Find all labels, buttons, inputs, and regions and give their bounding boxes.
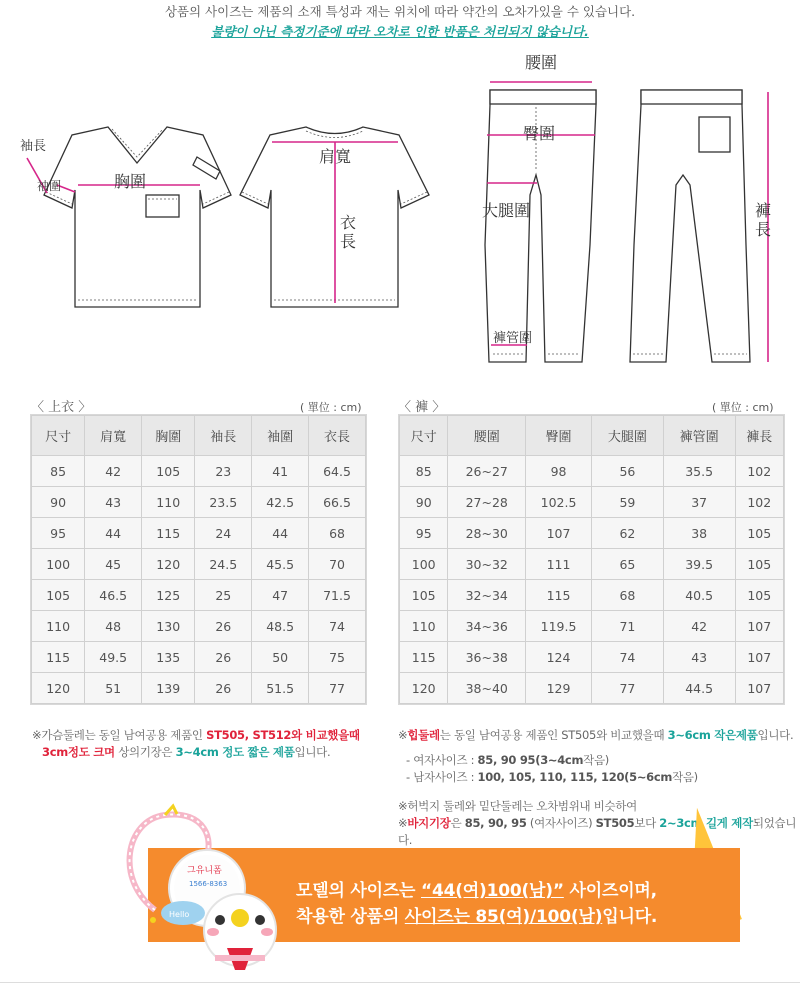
pants-table-row <box>400 549 784 580</box>
top-table-cell: 85 <box>32 456 85 487</box>
top-table-header-cell: 尺寸 <box>32 416 85 456</box>
top-table-cell: 115 <box>32 642 85 673</box>
top-table-cell: 42 <box>85 456 142 487</box>
pants-table-header-row <box>400 416 784 456</box>
pants-table-cell: 98 <box>526 456 592 487</box>
pants-table-cell: 119.5 <box>526 611 592 642</box>
top-table-cell: 50 <box>252 642 309 673</box>
top-table-cell: 77 <box>309 673 366 704</box>
male-sizes: 100, 105, 110, 115, 120(5~6cm <box>477 770 673 784</box>
pants-table-row <box>400 456 784 487</box>
pants-table-title: 〈 褲 〉 <box>398 400 446 415</box>
top-table-cell: 47 <box>252 580 309 611</box>
banner-l1-c: 사이즈이며, <box>563 881 657 901</box>
top-table-cell: 42.5 <box>252 487 309 518</box>
pants-note-smaller: 3~6cm 작은제품 <box>667 728 758 742</box>
pants-table-row <box>400 580 784 611</box>
top-table-cell: 120 <box>142 549 195 580</box>
pants-table-cell: 65 <box>592 549 664 580</box>
top-table-cell: 70 <box>309 549 366 580</box>
top-table-cell: 115 <box>142 518 195 549</box>
top-table-row <box>32 642 366 673</box>
pants-notes <box>398 727 798 849</box>
pants-table-cell: 95 <box>400 518 448 549</box>
top-table-cell: 45 <box>85 549 142 580</box>
banner-model-size: “44(여)100(남)” <box>421 881 564 901</box>
pants-table-cell: 30~32 <box>448 549 526 580</box>
notice <box>0 2 800 42</box>
top-table-header-cell: 袖圍 <box>252 416 309 456</box>
top-table-cell: 95 <box>32 518 85 549</box>
top-table-header-cell: 肩寬 <box>85 416 142 456</box>
pants-table-header-cell: 腰圍 <box>448 416 526 456</box>
label-thigh: 大腿圍 <box>482 201 531 220</box>
top-table-cell: 110 <box>142 487 195 518</box>
pants-table-body <box>400 456 784 704</box>
label-hem: 褲管圍 <box>493 331 533 346</box>
pants-note4-mark: ※ <box>398 816 408 830</box>
pants-table-row <box>400 642 784 673</box>
pants-table-header-cell: 尺寸 <box>400 416 448 456</box>
pants-table-cell: 36~38 <box>448 642 526 673</box>
top-table-cell: 25 <box>195 580 252 611</box>
pants-table-cell: 120 <box>400 673 448 704</box>
pants-table-cell: 59 <box>592 487 664 518</box>
label-hip: 臀圍 <box>523 124 556 143</box>
pants-table-header-cell: 褲管圍 <box>663 416 735 456</box>
label-sleeve-circ: 袖圍 <box>37 179 62 193</box>
top-table-cell: 46.5 <box>85 580 142 611</box>
label-length-pants-1: 褲 <box>755 201 772 220</box>
top-table-header-row <box>32 416 366 456</box>
top-table-cell: 26 <box>195 642 252 673</box>
top-table-cell: 75 <box>309 642 366 673</box>
pants-table-cell: 38 <box>663 518 735 549</box>
banner-l1-a: 모델의 사이즈는 <box>296 881 421 901</box>
top-note-line-2 <box>32 744 382 761</box>
pants-table-cell: 32~34 <box>448 580 526 611</box>
pants-table-cell: 44.5 <box>663 673 735 704</box>
pants-table-cell: 105 <box>735 580 783 611</box>
pants-table-cell: 105 <box>735 518 783 549</box>
pants-note4-product: ST505 <box>595 816 635 830</box>
pants-table-cell: 42 <box>663 611 735 642</box>
pants-table-cell: 26~27 <box>448 456 526 487</box>
notice-line-1: 상품의 사이즈는 제품의 소재 특성과 재는 위치에 따라 약간의 오차가있을 수 있습니다. <box>164 4 636 19</box>
top-note-length-label: 상의기장은 <box>114 745 176 759</box>
banner-text <box>296 878 657 930</box>
top-table-cell: 110 <box>32 611 85 642</box>
top-table-row <box>32 673 366 704</box>
pants-table-cell: 110 <box>400 611 448 642</box>
top-table-cell: 90 <box>32 487 85 518</box>
top-table-cell: 23 <box>195 456 252 487</box>
pants-table-header-cell: 臀圍 <box>526 416 592 456</box>
top-table-cell: 49.5 <box>85 642 142 673</box>
pants-table-cell: 56 <box>592 456 664 487</box>
pants-table-cell: 107 <box>735 673 783 704</box>
pants-table-cell: 34~36 <box>448 611 526 642</box>
label-length-top-2: 長 <box>340 232 357 251</box>
pants-table-header-cell: 大腿圍 <box>592 416 664 456</box>
top-table-cell: 135 <box>142 642 195 673</box>
pants-table-cell: 102 <box>735 456 783 487</box>
pants-note-mark: ※ <box>398 728 408 742</box>
female-note: 작음) <box>583 753 609 767</box>
label-length-pants-2: 長 <box>755 220 772 239</box>
pants-table-row <box>400 487 784 518</box>
tape-phone: 1566-8363 <box>189 880 228 888</box>
top-table-row <box>32 456 366 487</box>
label-chest: 胸圍 <box>114 172 147 191</box>
pants-note-hip: 힙둘레 <box>407 728 440 742</box>
pants-table-header-cell: 褲長 <box>735 416 783 456</box>
pants-note-female <box>398 752 798 769</box>
pants-table-cell: 102 <box>735 487 783 518</box>
notice-line-2: 불량이 아닌 측정기준에 따라 오차로 인한 반품은 처리되지 않습니다. <box>211 24 589 39</box>
pants-note4-sizes: 85, 90, 95 <box>464 816 527 830</box>
pants-size-table <box>399 415 784 704</box>
top-note-text: ※가슴둘레는 동일 남여공용 제품인 <box>32 728 207 742</box>
top-table-row <box>32 518 366 549</box>
pants-note4-length: 바지기장 <box>407 816 451 830</box>
pants-table-cell: 27~28 <box>448 487 526 518</box>
top-table-cell: 41 <box>252 456 309 487</box>
top-table-cell: 120 <box>32 673 85 704</box>
top-table-cell: 71.5 <box>309 580 366 611</box>
pants-note-line-4 <box>398 815 798 849</box>
top-table-cell: 66.5 <box>309 487 366 518</box>
top-table-cell: 64.5 <box>309 456 366 487</box>
top-table-unit: ( 單位 : cm) <box>300 401 362 414</box>
top-note-products: ST505, ST512 <box>206 728 292 742</box>
male-note: 작음) <box>672 770 698 784</box>
top-front-drawing <box>44 127 231 307</box>
top-table-row <box>32 549 366 580</box>
pants-table-cell: 124 <box>526 642 592 673</box>
male-label: - 남자사이즈 : <box>406 770 478 784</box>
top-note-line-1 <box>32 727 382 744</box>
pants-table-cell: 107 <box>735 642 783 673</box>
top-note-shorter: 3~4cm 정도 짧은 제품 <box>175 745 295 759</box>
pants-note-line-1 <box>398 727 798 744</box>
pants-table-cell: 105 <box>400 580 448 611</box>
tape-hello: Hello <box>169 910 190 919</box>
top-table-cell: 43 <box>85 487 142 518</box>
pants-back-drawing <box>630 90 750 362</box>
top-table-cell: 51.5 <box>252 673 309 704</box>
top-table-header-cell: 袖長 <box>195 416 252 456</box>
pants-table-cell: 71 <box>592 611 664 642</box>
top-notes <box>32 727 382 761</box>
pants-note-text: 는 동일 남여공용 제품인 ST505와 비교했을때 <box>439 728 668 742</box>
pants-note4-end: 되었습니다. <box>398 816 797 847</box>
top-table-cell: 100 <box>32 549 85 580</box>
pants-table-cell: 68 <box>592 580 664 611</box>
pants-table-cell: 40.5 <box>663 580 735 611</box>
female-sizes: 85, 90 95(3~4cm <box>477 753 584 767</box>
banner-line-2 <box>296 904 657 930</box>
pants-table-cell: 105 <box>735 549 783 580</box>
top-table-row <box>32 580 366 611</box>
pants-table-cell: 100 <box>400 549 448 580</box>
pants-table-row <box>400 611 784 642</box>
top-table-cell: 105 <box>142 456 195 487</box>
banner-l2-c: 입니다. <box>602 907 658 927</box>
banner-line-1 <box>296 878 657 904</box>
top-table-cell: 48 <box>85 611 142 642</box>
top-table-cell: 23.5 <box>195 487 252 518</box>
garment-diagram <box>0 45 800 375</box>
label-length-top-1: 衣 <box>340 213 357 232</box>
pants-table-unit: ( 單位 : cm) <box>712 401 774 414</box>
top-table-row <box>32 611 366 642</box>
tape-brand: 그유니폼 <box>187 866 222 876</box>
top-table-header-cell: 胸圍 <box>142 416 195 456</box>
top-table-cell: 24.5 <box>195 549 252 580</box>
pants-table-cell: 74 <box>592 642 664 673</box>
top-table-cell: 44 <box>252 518 309 549</box>
top-table-cell: 130 <box>142 611 195 642</box>
pants-table-cell: 90 <box>400 487 448 518</box>
pants-table-cell: 62 <box>592 518 664 549</box>
pants-table-cell: 77 <box>592 673 664 704</box>
top-table-cell: 51 <box>85 673 142 704</box>
pants-table-cell: 129 <box>526 673 592 704</box>
pants-note4-female: (여자사이즈) <box>526 816 596 830</box>
top-table-cell: 26 <box>195 611 252 642</box>
top-table-title: 〈 上衣 〉 <box>31 400 92 415</box>
pants-note4-longer: 2~3cm 길게 제작 <box>659 816 753 830</box>
measuring-tape-illustration <box>95 800 295 980</box>
banner-l2-a: 착용한 상품의 <box>296 907 405 927</box>
top-table-row <box>32 487 366 518</box>
top-table-header-cell: 衣長 <box>309 416 366 456</box>
top-table-cell: 125 <box>142 580 195 611</box>
top-table-cell: 45.5 <box>252 549 309 580</box>
pants-table-row <box>400 518 784 549</box>
pants-table-cell: 38~40 <box>448 673 526 704</box>
pants-table-cell: 37 <box>663 487 735 518</box>
top-note-bigger: 3cm정도 크며 <box>42 745 115 759</box>
pants-table-cell: 115 <box>526 580 592 611</box>
top-size-table <box>31 415 366 704</box>
pants-note4-than: 보다 <box>634 816 660 830</box>
pants-table-row <box>400 673 784 704</box>
top-table-cell: 44 <box>85 518 142 549</box>
label-shoulder: 肩寬 <box>319 147 352 166</box>
top-table-cell: 139 <box>142 673 195 704</box>
top-note-end: 입니다. <box>294 745 331 759</box>
pants-note-end: 입니다. <box>757 728 794 742</box>
pants-note-male <box>398 769 798 786</box>
pants-table-cell: 43 <box>663 642 735 673</box>
pants-table-cell: 28~30 <box>448 518 526 549</box>
bottom-divider <box>0 982 800 983</box>
pants-table-cell: 107 <box>526 518 592 549</box>
pants-table-cell: 39.5 <box>663 549 735 580</box>
top-table-cell: 68 <box>309 518 366 549</box>
pants-table-cell: 107 <box>735 611 783 642</box>
top-note-compare: 와 비교했을때 <box>291 728 360 742</box>
label-waist: 腰圍 <box>525 53 558 72</box>
pants-table-cell: 35.5 <box>663 456 735 487</box>
top-table-cell: 48.5 <box>252 611 309 642</box>
pants-table-cell: 111 <box>526 549 592 580</box>
top-table-cell: 74 <box>309 611 366 642</box>
banner-product-size: 사이즈는 85(여)/100(남) <box>404 907 603 927</box>
top-table-cell: 24 <box>195 518 252 549</box>
label-sleeve-length: 袖長 <box>20 139 47 154</box>
pants-table-cell: 115 <box>400 642 448 673</box>
pants-note-line-3: ※허벅지 둘레와 밑단둘레는 오차범위내 비슷하여 <box>398 799 637 813</box>
top-table-cell: 105 <box>32 580 85 611</box>
top-table-cell: 26 <box>195 673 252 704</box>
female-label: - 여자사이즈 : <box>406 753 478 767</box>
top-table-body <box>32 456 366 704</box>
pants-note4-a: 은 <box>450 816 465 830</box>
pants-table-cell: 102.5 <box>526 487 592 518</box>
pants-table-cell: 85 <box>400 456 448 487</box>
